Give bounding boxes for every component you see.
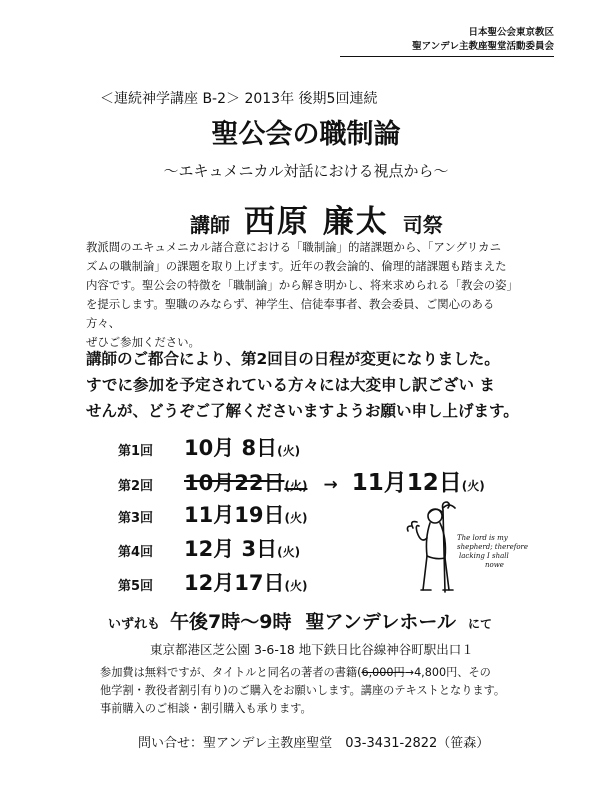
session-number: 第5回 (118, 579, 154, 594)
intro-line: を提示します。聖職のみならず、神学生、信徒奉事者、教会委員、ご関心のある方々、 (86, 297, 495, 330)
session-number: 第4回 (118, 545, 154, 560)
session-number: 第1回 (118, 444, 154, 459)
session-date: 12月17日 (184, 571, 285, 595)
session-date: 11月19日 (184, 503, 285, 527)
session-weekday: (火) (284, 579, 308, 593)
time-hours: 午後7時～9時 (170, 611, 292, 633)
session-number: 第3回 (118, 511, 154, 526)
illustration-caption: The lord is my (457, 534, 508, 542)
intro-line: ぜひご参加ください。 (86, 335, 200, 349)
session-row-changed (118, 464, 485, 494)
intro-line: 教派間のエキュメニカル諸合意における「職制論」的諸課題から、「アングリカニ (86, 240, 501, 254)
fee-line: 事前購入のご相談・割引購入も承ります。 (100, 702, 312, 715)
session-new-date: 11月12日 (351, 470, 462, 496)
illustration-caption: lacking I shall (459, 552, 509, 560)
intro-paragraph (86, 238, 526, 352)
series-label: ＜連続神学講座 B-2＞ 2013年 後期5回連続 (100, 91, 378, 107)
fee-old-price: 6,000円 (361, 666, 405, 679)
session-weekday: (火) (284, 511, 308, 525)
venue-suffix: にて (467, 617, 492, 631)
shepherd-illustration (405, 498, 529, 598)
session-old-date: 10月22日 (184, 471, 285, 495)
arrow-right-icon: → (323, 475, 338, 495)
fee-line (100, 664, 530, 682)
notice-line: すでに参加を予定されている方々には大変申し訳ござい ま (86, 376, 495, 394)
fee-text: 4,800円、その (414, 666, 491, 679)
venue-name: 聖アンデレホール (305, 611, 456, 633)
time-prefix: いずれも (108, 617, 161, 632)
time-and-venue (108, 607, 492, 634)
session-row (118, 533, 300, 563)
lecturer-role: 講師 (190, 213, 230, 237)
intro-line: 内容です。聖公会の特徴を「職制論」から解き明かし、将来求められる「教会の姿」 (86, 278, 518, 292)
header-rule (340, 56, 554, 57)
session-date: 10月 8日 (184, 436, 278, 460)
illustration-caption: nowe (485, 561, 504, 569)
session-weekday: (火) (277, 545, 301, 559)
session-date: 12月 3日 (184, 537, 278, 561)
notice-line: せんが、どうぞご了解くださいますようお願い申し上げます。 (86, 402, 519, 420)
session-old-weekday: (火) (284, 479, 308, 493)
notice-line: 講師のご都合により、第2回目の日程が変更になりました。 (86, 350, 500, 368)
session-weekday: (火) (461, 479, 485, 493)
session-weekday: (火) (277, 444, 301, 458)
fee-text: 参加費は無料ですが、タイトルと同名の著者の書籍( (100, 666, 362, 679)
page-subtitle: ～エキュメニカル対話における視点から～ (163, 162, 449, 180)
session-row (118, 499, 307, 529)
page-title: 聖公会の職制論 (211, 119, 401, 150)
organizer-line-1: 日本聖公会東京教区 (468, 27, 554, 38)
session-number: 第2回 (118, 479, 154, 494)
lecturer-name: 西原 廉太 (244, 204, 389, 240)
schedule-change-notice (86, 346, 536, 424)
session-row (118, 432, 300, 462)
intro-line: ズムの職制論」の課題を取り上げます。近年の教会論的、倫理的諸課題も踏まえた (86, 259, 507, 273)
fee-line: 他学割・教役者割引有り)のご購入をお願いします。講座のテキストとなります。 (100, 684, 506, 697)
lecturer-line (190, 196, 443, 241)
illustration-caption: shepherd; therefore (457, 543, 529, 551)
fee-arrow: → (404, 666, 415, 679)
session-row (118, 567, 307, 597)
organizer-line-2: 聖アンデレ主教座聖堂活動委員会 (412, 41, 554, 52)
fee-note (100, 664, 530, 718)
lecturer-rank: 司祭 (402, 213, 443, 237)
venue-address: 東京都港区芝公園 3-6-18 地下鉄日比谷線神谷町駅出口１ (150, 642, 474, 657)
contact-info: 問い合せ：聖アンデレ主教座聖堂 03-3431-2822（笹森） (138, 736, 490, 751)
